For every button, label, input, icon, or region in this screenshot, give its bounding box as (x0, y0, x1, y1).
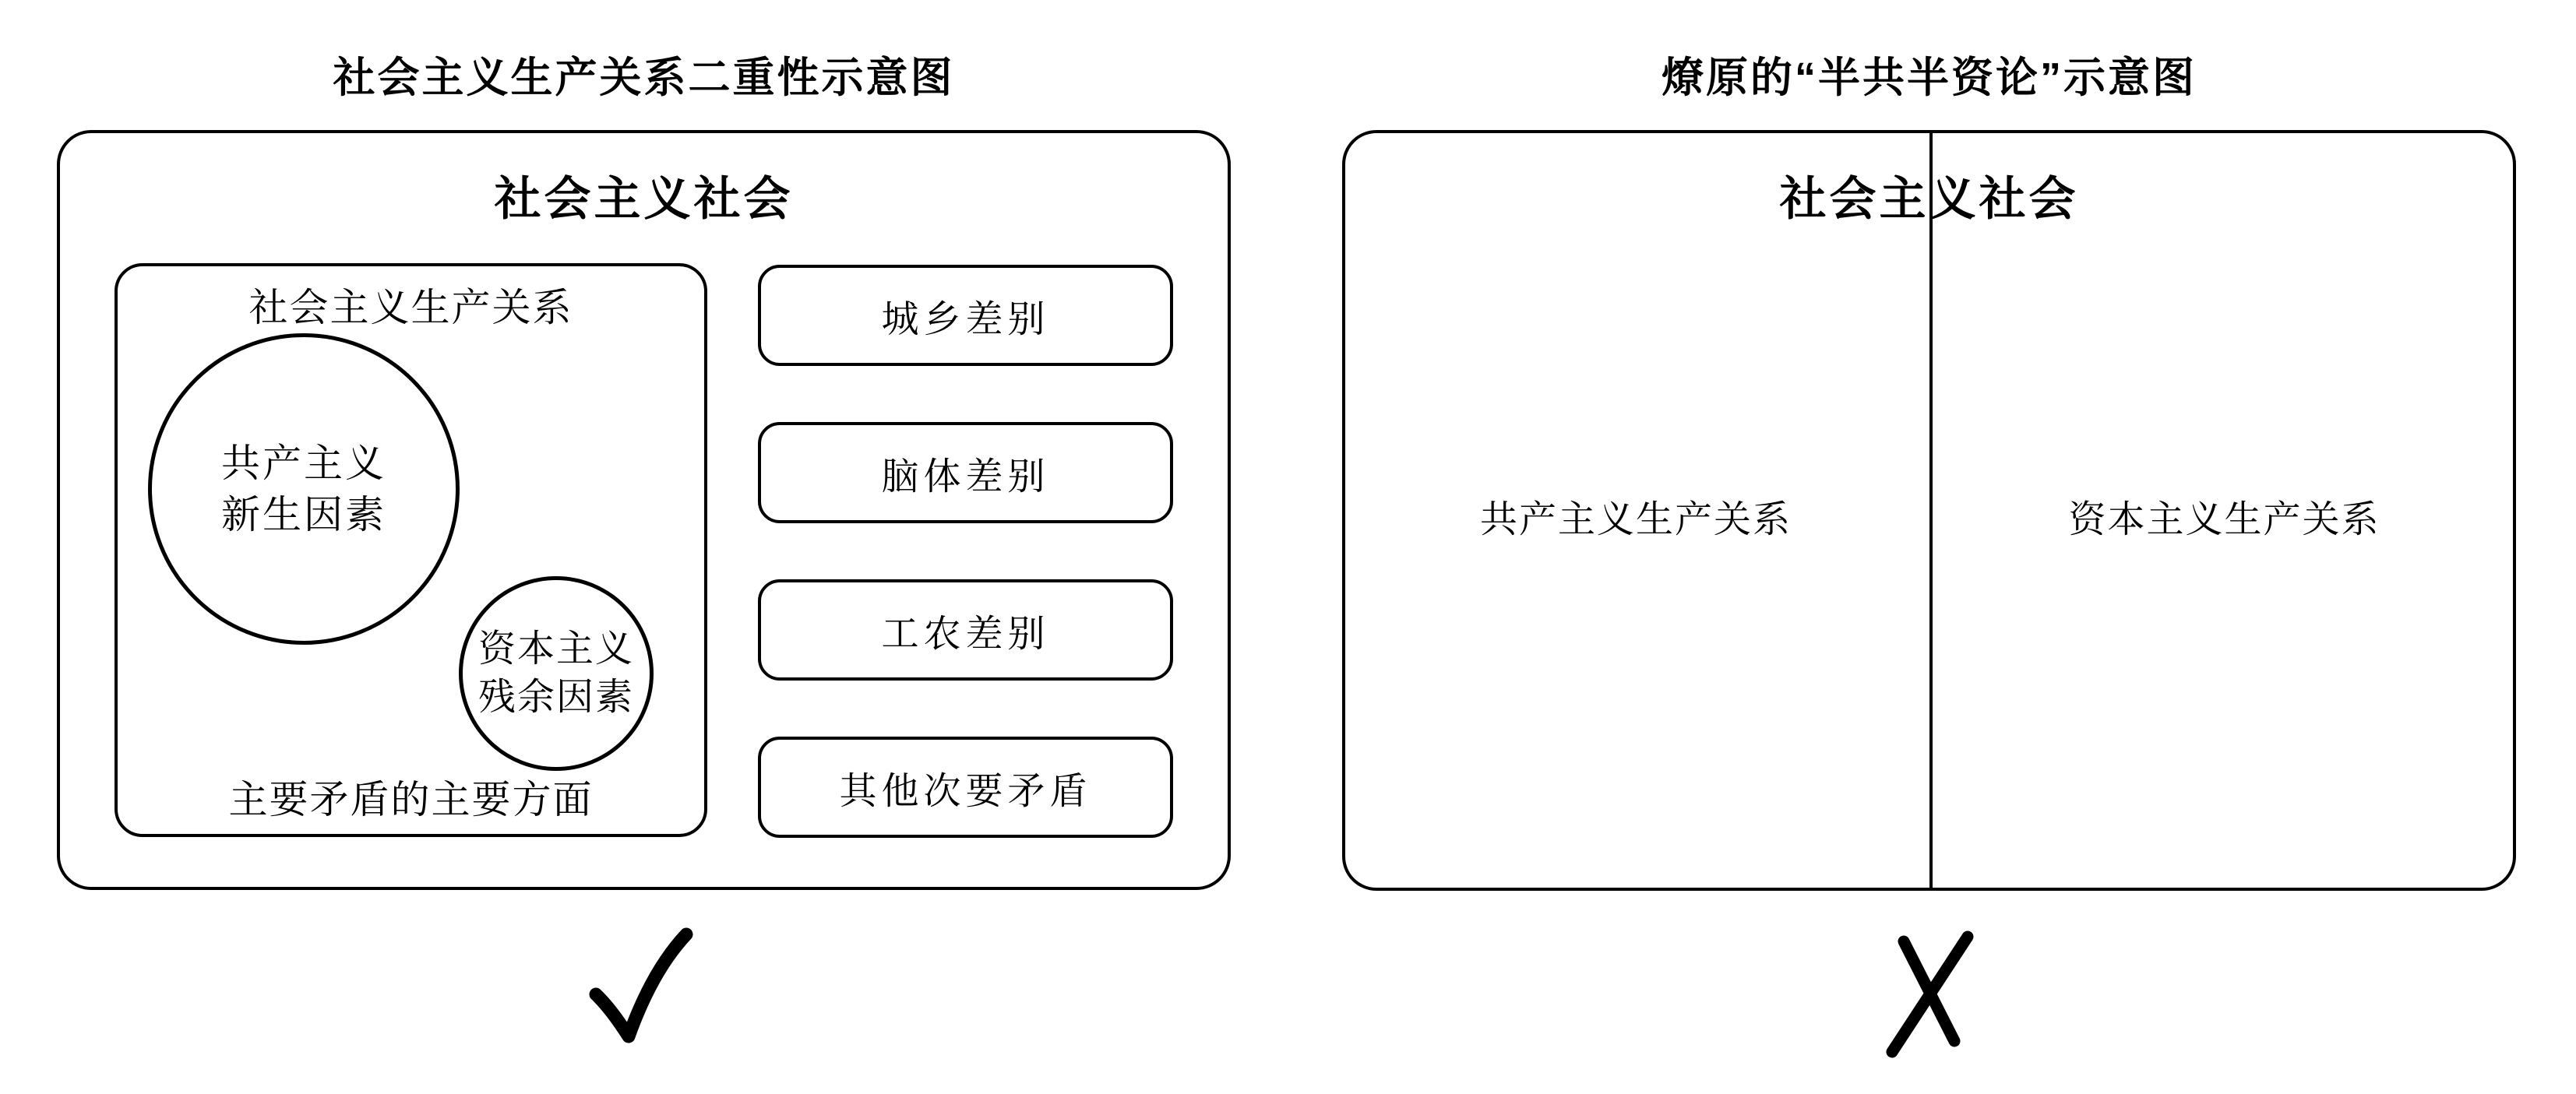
right-diagram-title: 燎原的“半共半资论”示意图 (1662, 55, 2197, 101)
side-box-other-contradictions: 其他次要矛盾 (758, 737, 1173, 838)
communist-half-label: 共产主义生产关系 (1479, 499, 1792, 540)
capitalist-residual-factors-circle (459, 576, 654, 771)
communist-new-factors-line1: 共产主义 (221, 441, 386, 485)
side-box-mental-manual: 脑体差别 (758, 422, 1173, 523)
communist-new-factors-line2: 新生因素 (221, 493, 386, 536)
side-box-worker-peasant: 工农差别 (758, 579, 1173, 681)
capitalist-residual-factors-line2: 残余因素 (477, 677, 634, 718)
communist-new-factors-circle (148, 333, 460, 645)
side-box-urban-rural: 城乡差别 (758, 265, 1173, 366)
production-relations-top-label: 社会主义生产关系 (248, 286, 573, 329)
right-container-label: 社会主义社会 (1779, 173, 2079, 225)
capitalist-residual-factors-line1: 资本主义 (477, 628, 634, 670)
production-relations-bottom-label: 主要矛盾的主要方面 (228, 778, 594, 821)
left-diagram-title: 社会主义生产关系二重性示意图 (333, 55, 955, 101)
left-container-label: 社会主义社会 (494, 173, 794, 225)
capitalist-half-label: 资本主义生产关系 (2068, 499, 2380, 540)
